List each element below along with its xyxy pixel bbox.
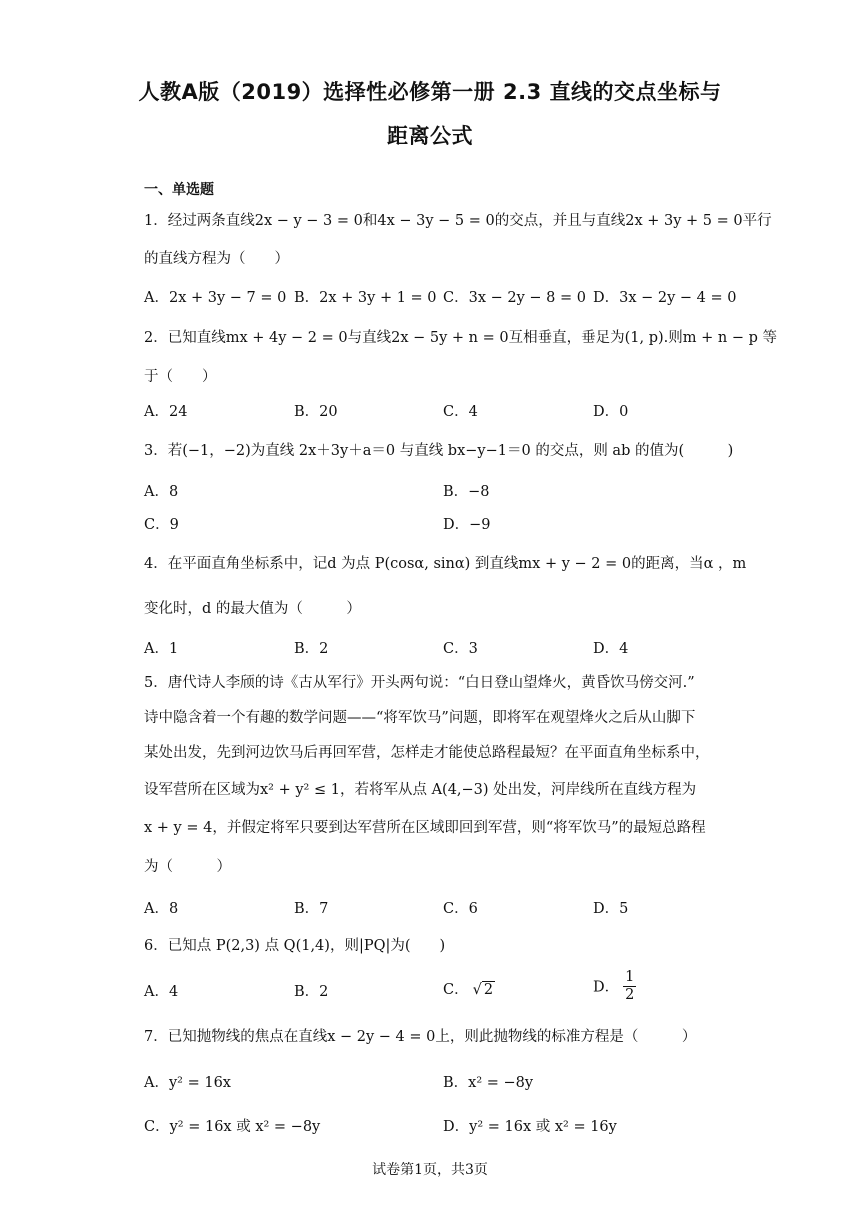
sqrt-radicand: 2 (483, 982, 494, 998)
question-6-option-c-label: C． (443, 982, 469, 998)
fraction (623, 970, 636, 1002)
question-3-line-1: 3．若(−1，−2)为直线 2x＋3y＋a＝0 与直线 bx−y−1＝0 的交点，则 ab 的值为( ) (144, 443, 734, 459)
question-2-line-1: 2．已知直线mx + 4y − 2 = 0与直线2x − 5y + n = 0互相垂直，垂足为(1, p).则m + n − p 等 (144, 330, 777, 346)
question-4-option-d: D．4 (593, 641, 629, 657)
question-5-line-5: x + y = 4，并假定将军只要到达军营所在区域即回到军营，则“将军饮马”的最短总路程 (144, 820, 706, 836)
question-2-option-a: A．24 (144, 404, 188, 420)
question-6-option-d (593, 970, 636, 1002)
question-5-line-2: 诗中隐含着一个有趣的数学问题——“将军饮马”问题，即将军在观望烽火之后从山脚下 (144, 710, 696, 726)
question-3-option-c: C．9 (144, 517, 179, 533)
question-5-option-b: B．7 (294, 901, 329, 917)
question-1-line-1: 1．经过两条直线2x − y − 3 = 0和4x − 3y − 5 = 0的交点，并且与直线2x + 3y + 5 = 0平行 (144, 213, 772, 229)
question-5-option-a: A．8 (144, 901, 179, 917)
fraction-numerator: 1 (625, 969, 635, 985)
question-4-line-1: 4．在平面直角坐标系中，记d 为点 P(cosα, sinα) 到直线mx + y − 2 = 0的距离，当α ，m (144, 556, 747, 572)
question-4-option-b: B．2 (294, 641, 329, 657)
question-6-option-d-label: D． (593, 979, 620, 996)
question-7-line-1: 7．已知抛物线的焦点在直线x − 2y − 4 = 0上，则此抛物线的标准方程是（ ） (144, 1029, 697, 1045)
question-6-line-1: 6．已知点 P(2,3) 点 Q(1,4)，则|PQ|为( ) (144, 938, 446, 954)
document-title-line2: 距离公式 (387, 124, 473, 148)
question-1-option-c: C．3x − 2y − 8 = 0 (443, 290, 586, 306)
page-footer: 试卷第1页，共3页 (372, 1162, 488, 1178)
question-4-option-a: A．1 (144, 641, 179, 657)
question-5-line-6: 为（ ） (144, 859, 231, 875)
question-2-option-c: C．4 (443, 404, 478, 420)
question-3-option-d: D．−9 (443, 517, 491, 533)
question-2-option-d: D．0 (593, 404, 629, 420)
question-5-line-1: 5．唐代诗人李颀的诗《古从军行》开头两句说：“白日登山望烽火，黄昏饮马傍交河.” (144, 675, 695, 691)
question-2-option-b: B．20 (294, 404, 338, 420)
question-2-line-2: 于（ ） (144, 369, 217, 385)
question-1-option-a: A．2x + 3y − 7 = 0 (144, 290, 287, 306)
question-1-option-d: D．3x − 2y − 4 = 0 (593, 290, 737, 306)
question-7-option-d: D．y² = 16x 或 x² = 16y (443, 1119, 617, 1135)
fraction-denominator: 2 (625, 986, 635, 1003)
question-6-option-b: B．2 (294, 984, 329, 1000)
question-6-option-a: A．4 (144, 984, 179, 1000)
question-5-line-4: 设军营所在区域为x² + y² ≤ 1，若将军从点 A(4,−3) 处出发，河岸线所在直线方程为 (144, 782, 697, 798)
question-3-option-a: A．8 (144, 484, 179, 500)
question-5-option-d: D．5 (593, 901, 629, 917)
document-title-line1: 人教A版（2019）选择性必修第一册 2.3 直线的交点坐标与 (138, 80, 722, 104)
question-1-option-b: B．2x + 3y + 1 = 0 (294, 290, 437, 306)
question-5-line-3: 某处出发，先到河边饮马后再回军营，怎样走才能使总路程最短？在平面直角坐标系中， (144, 745, 710, 761)
question-3-option-b: B．−8 (443, 484, 490, 500)
sqrt-symbol: √ 2 (472, 982, 494, 998)
question-4-option-c: C．3 (443, 641, 478, 657)
question-6-option-c (443, 978, 495, 999)
question-7-option-a: A．y² = 16x (144, 1075, 231, 1091)
question-7-option-c: C．y² = 16x 或 x² = −8y (144, 1119, 321, 1135)
section-heading: 一、单选题 (144, 182, 214, 198)
question-5-option-c: C．6 (443, 901, 478, 917)
question-7-option-b: B．x² = −8y (443, 1075, 534, 1091)
question-4-line-2: 变化时，d 的最大值为（ ） (144, 601, 361, 617)
question-1-line-2: 的直线方程为（ ） (144, 251, 289, 267)
